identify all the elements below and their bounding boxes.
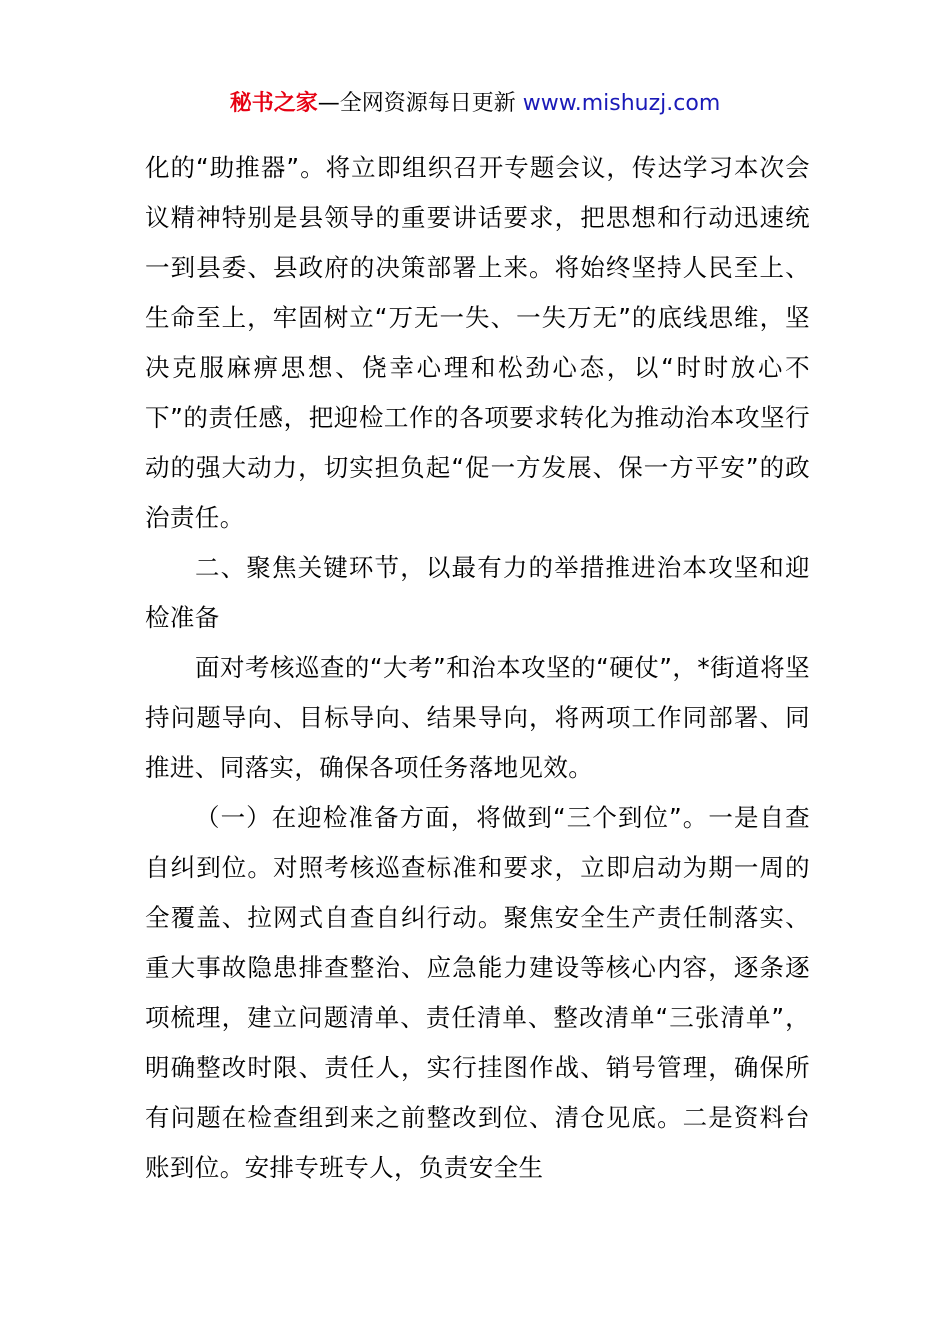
paragraph-continuation: 化的“助推器”。将立即组织召开专题会议，传达学习本次会议精神特别是县领导的重要讲话要求，把思想和行动迅速统一到县委、县政府的决策部署上来。将始终坚持人民至上、生命至上，牢固树立“万无一失、一失万无”的底线思维，坚决克服麻痹思想、侥幸心理和松劲心态，以“时时放心不下”的责任感，把迎检工作的各项要求转化为推动治本攻坚行动的强大动力，切实担负起“促一方发展、保一方平安”的政治责任。 xyxy=(145,153,810,532)
document-body xyxy=(145,143,810,1193)
site-url-link[interactable]: www.mishuzj.com xyxy=(522,91,721,116)
header-tagline: —全网资源每日更新 xyxy=(317,91,523,116)
paragraph-intro: 面对考核巡查的“大考”和治本攻坚的“硬仗”，*街道将坚持问题导向、目标导向、结果导向，将两项工作同部署、同推进、同落实，确保各项任务落地见效。 xyxy=(145,653,810,782)
section-heading-2: 二、聚焦关键环节，以最有力的举措推进治本攻坚和迎检准备 xyxy=(145,553,810,632)
brand-name: 秘书之家 xyxy=(229,91,318,116)
site-header xyxy=(0,86,950,122)
paragraph-subsection-1: （一）在迎检准备方面，将做到“三个到位”。一是自查自纠到位。对照考核巡查标准和要求，立即启动为期一周的全覆盖、拉网式自查自纠行动。聚焦安全生产责任制落实、重大事故隐患排查整治、应急能力建设等核心内容，逐条逐项梳理，建立问题清单、责任清单、整改清单“三张清单”，明确整改时限、责任人，实行挂图作战、销号管理，确保所有问题在检查组到来之前整改到位、清仓见底。二是资料台账到位。安排专班专人，负责安全生 xyxy=(145,803,810,1182)
